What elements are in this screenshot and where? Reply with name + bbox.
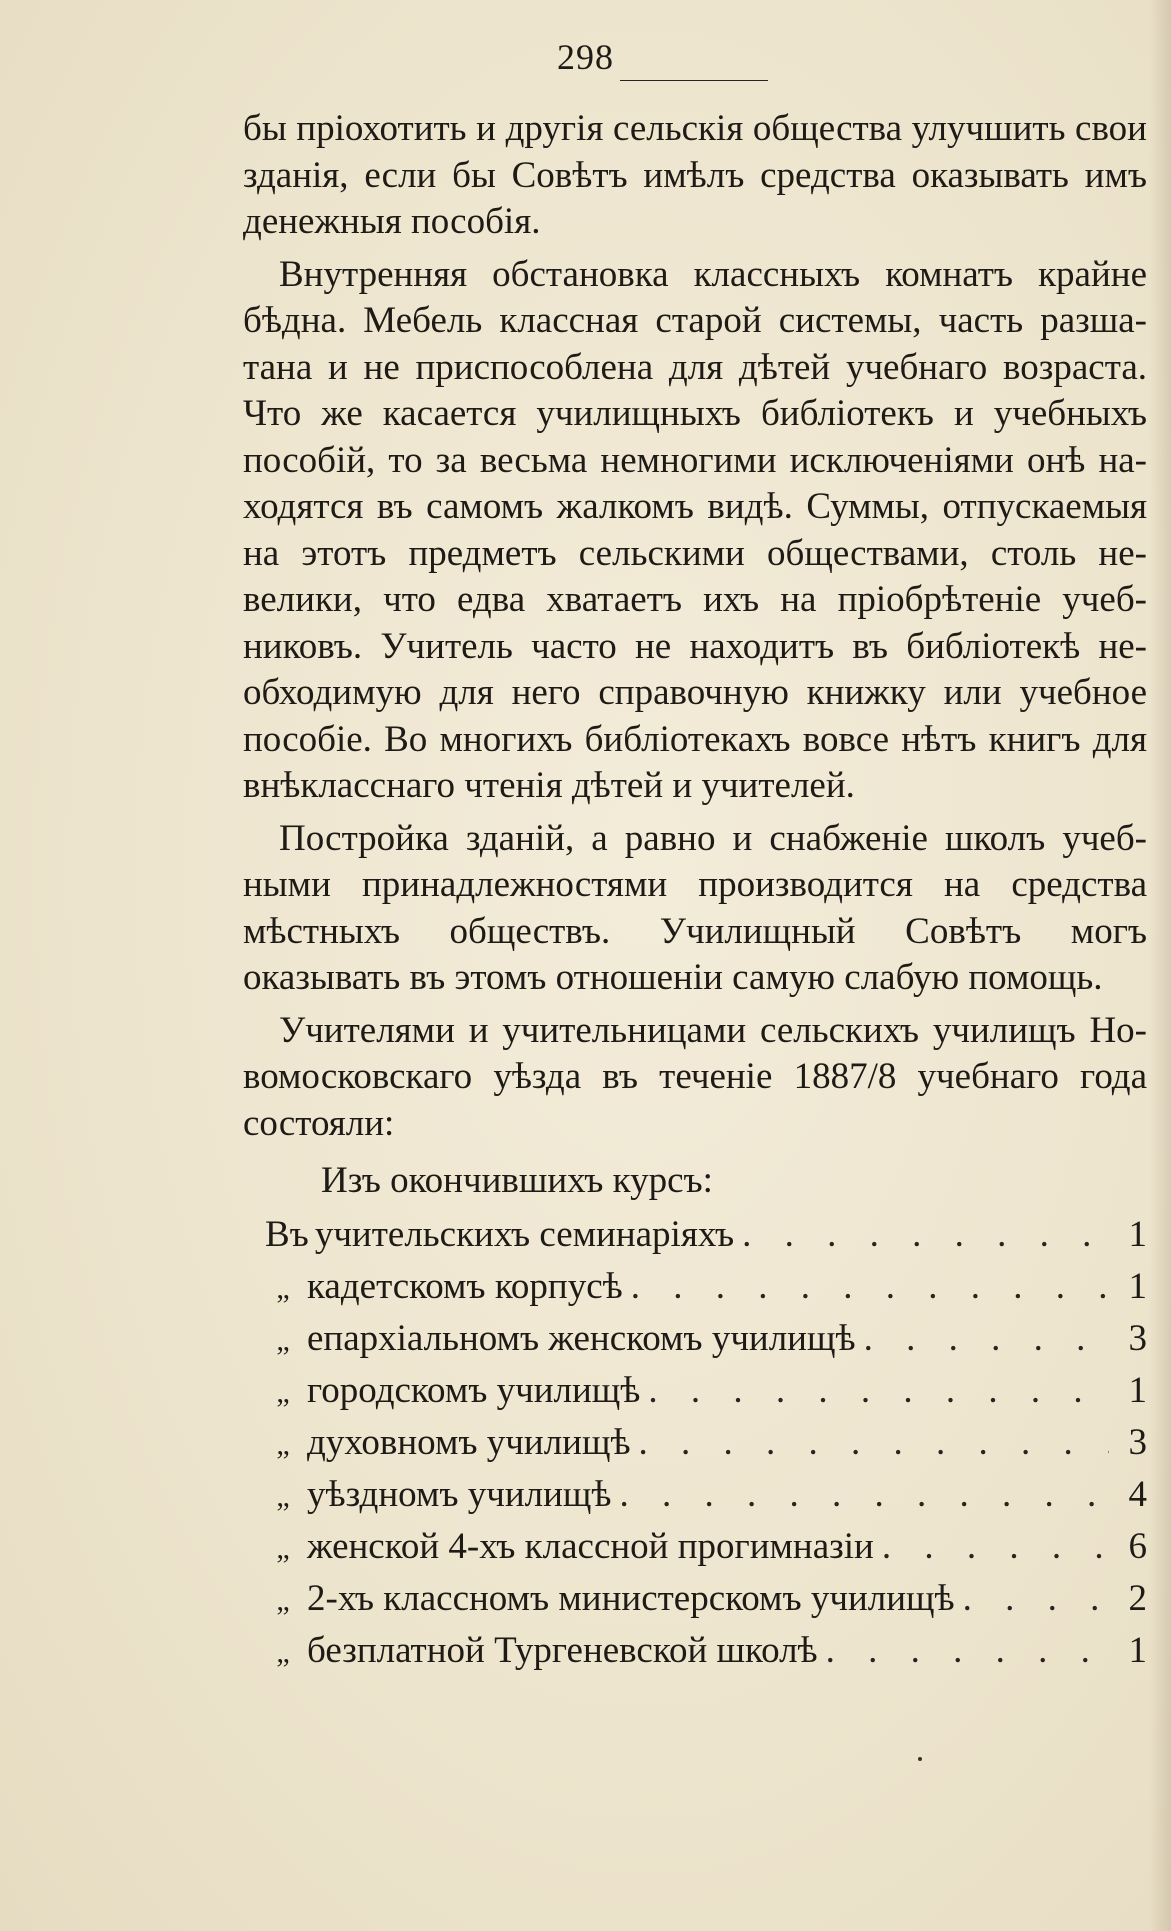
- list-item-mark: „: [276, 1532, 290, 1565]
- list-item-count: 1: [1128, 1214, 1147, 1255]
- list-item: [243, 1209, 1147, 1261]
- list-item-mark: Въ: [265, 1214, 309, 1255]
- list-item-text: 2-хъ классномъ министерскомъ училищѣ: [307, 1578, 955, 1619]
- list-item-mark: „: [276, 1324, 290, 1357]
- dot-leader: [734, 1209, 1109, 1261]
- paragraph-school-buildings: Постройка зданій, а равно и снабженіе школъ учебными принадлежностями производится на средства мѣстныхъ обществъ. Училищный Совѣтъ могъ оказывать въ этомъ отношеніи самую слабую помощь.: [243, 817, 1147, 998]
- list-item: [243, 1365, 1147, 1417]
- list-item-mark: „: [276, 1376, 290, 1409]
- list-item: [243, 1313, 1147, 1365]
- list-item-mark: „: [276, 1480, 290, 1513]
- list-item-text: уѣздномъ училищѣ: [307, 1474, 612, 1515]
- list-item-mark: „: [276, 1584, 290, 1617]
- list-item: [243, 1573, 1147, 1625]
- list-item: [243, 1261, 1147, 1313]
- list-intro: Изъ окончившихъ курсъ:: [321, 1160, 713, 1201]
- graduates-list: [243, 1209, 1147, 1677]
- list-item-mark: „: [276, 1428, 290, 1461]
- page-body: [243, 106, 1147, 1677]
- list-item-mark: „: [276, 1272, 290, 1305]
- paragraph-teachers-intro: Учителями и учительницами сельскихъ училищъ Новомосковскаго уѣзда въ теченіе 1887/8 учебнаго года состояли:: [243, 1009, 1147, 1144]
- list-item-text: духовномъ училищѣ: [307, 1422, 631, 1463]
- list-item: [243, 1469, 1147, 1521]
- ink-speck: [918, 1757, 922, 1761]
- dot-leader: [818, 1625, 1109, 1677]
- list-item-count: 4: [1128, 1474, 1147, 1515]
- dot-leader: [640, 1365, 1109, 1417]
- page-number: 298: [557, 37, 614, 77]
- list-item-count: 3: [1128, 1318, 1147, 1359]
- list-item-text: городскомъ училищѣ: [307, 1370, 641, 1411]
- dot-leader: [955, 1573, 1109, 1625]
- dot-leader: [623, 1261, 1109, 1313]
- list-item-count: 2: [1128, 1578, 1147, 1619]
- list-item-count: 3: [1128, 1422, 1147, 1463]
- paragraph-continuation: бы пріохотить и другія сельскія общества улучшить свои зданія, если бы Совѣтъ имѣлъ средства оказывать имъ денежныя пособія.: [243, 108, 1147, 242]
- list-item-text: кадетскомъ корпусѣ: [307, 1266, 623, 1307]
- list-item-text: безплатной Тургеневской школѣ: [307, 1630, 818, 1671]
- list-item: [243, 1625, 1147, 1677]
- dot-leader: [612, 1469, 1109, 1521]
- list-item-count: 1: [1128, 1266, 1147, 1307]
- list-item: [243, 1417, 1147, 1469]
- paragraph-classroom-furnishing: Внутренняя обстановка классныхъ комнатъ крайне бѣдна. Мебель классная старой системы, часть разшатана и не приспособлена для дѣтей учебнаго возраста. Что же касается училищныхъ библіотекъ и учебныхъ пособій, то за весьма немногими исключеніями онѣ находятся въ самомъ жалкомъ видѣ. Суммы, отпускаемыя на этотъ предметъ сельскими обществами, столь невелики, что едва хватаетъ ихъ на пріобрѣтеніе учебниковъ. Учитель часто не находитъ въ библіотекѣ необходимую для него справочную книжку или учебное пособіе. Во многихъ библіотекахъ вовсе нѣтъ книгъ для внѣкласснаго чтенія дѣтей и учителей.: [243, 253, 1147, 806]
- list-item-text: женской 4-хъ классной прогимназіи: [307, 1526, 874, 1567]
- list-item: [243, 1521, 1147, 1573]
- dot-leader: [856, 1313, 1109, 1365]
- list-item-text: учительскихъ семинаріяхъ: [314, 1214, 735, 1255]
- list-item-count: 1: [1128, 1630, 1147, 1671]
- list-item-count: 1: [1128, 1370, 1147, 1411]
- list-item-count: 6: [1128, 1526, 1147, 1567]
- page-number-rule: [620, 80, 768, 81]
- dot-leader: [631, 1417, 1109, 1469]
- dot-leader: [874, 1521, 1109, 1573]
- page-edge-shadow: [1149, 0, 1171, 1931]
- list-item-mark: „: [276, 1636, 290, 1669]
- list-item-text: епархіальномъ женскомъ училищѣ: [307, 1318, 856, 1359]
